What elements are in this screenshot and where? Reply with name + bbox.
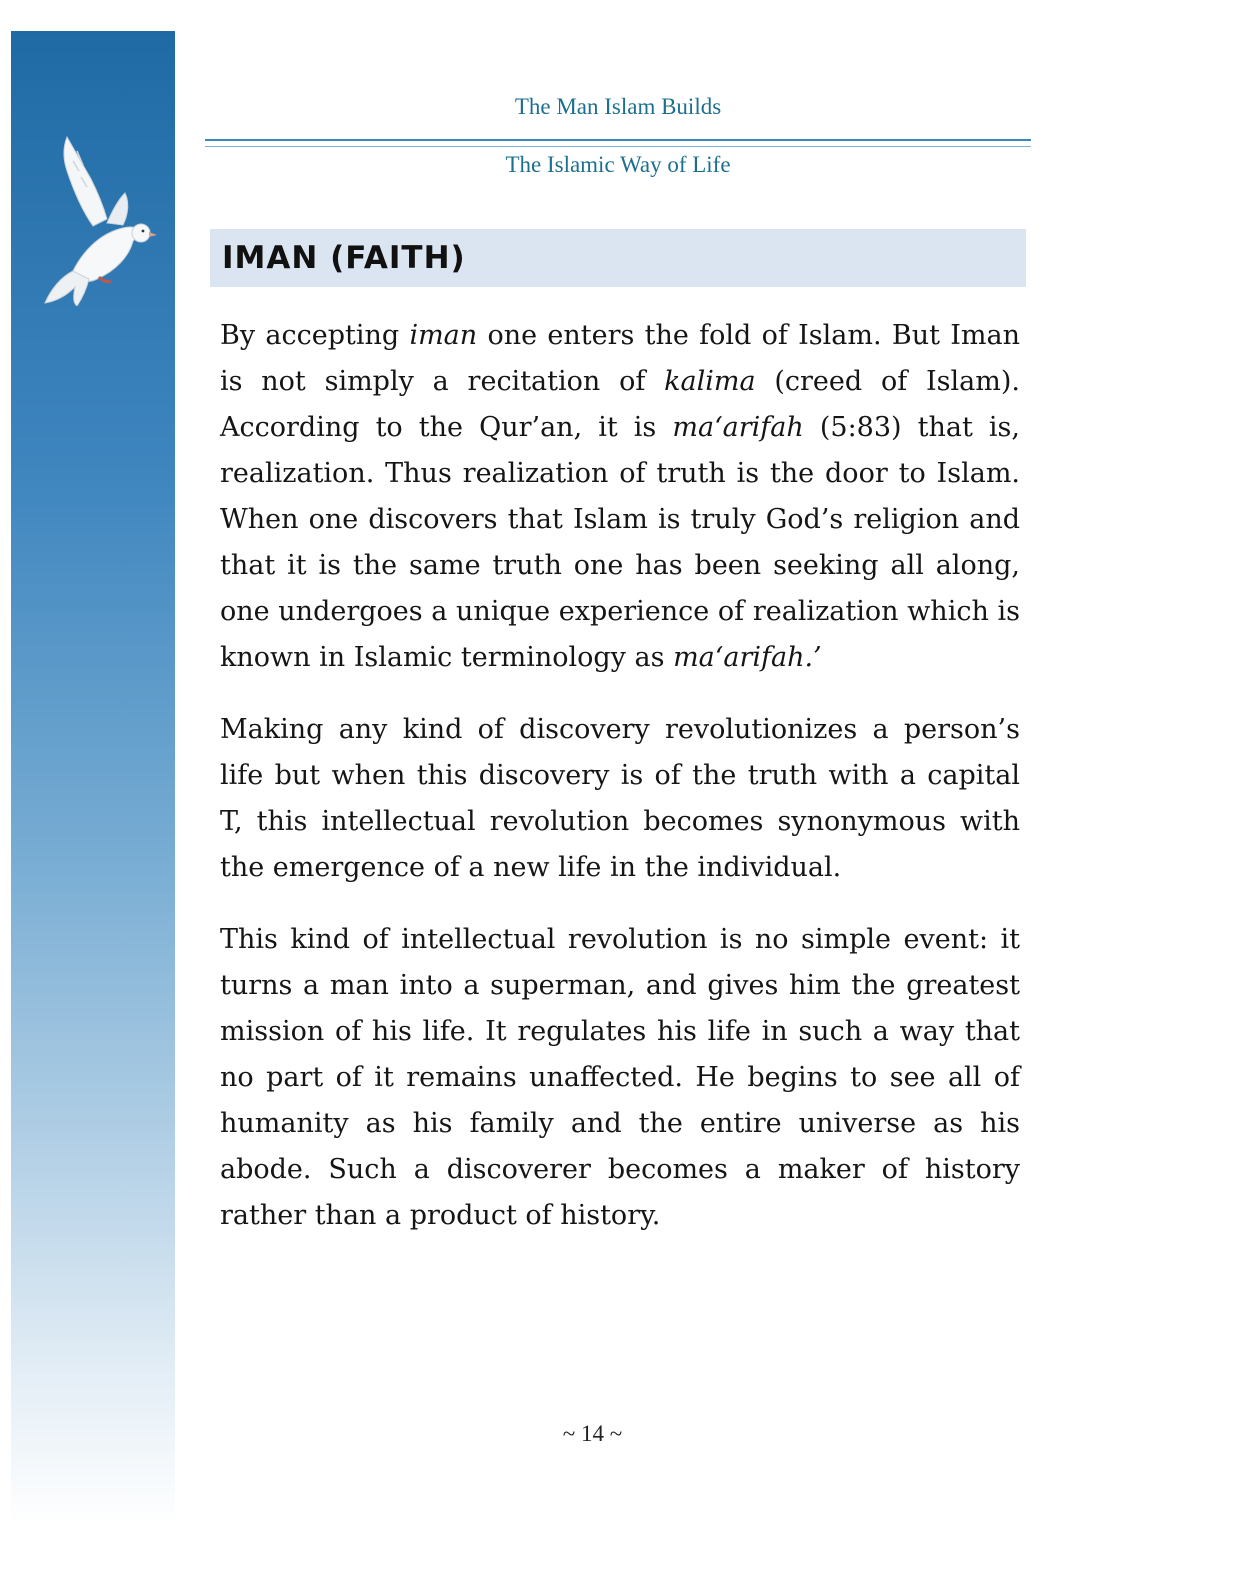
p1-term-maarifah-end: ma‘arifah.’ [673, 642, 822, 673]
p1-text-c: one enters the fold of Islam. But Iman is not simply a recitation of [220, 320, 1020, 397]
paragraph-2: Making any kind of discovery revolutionizes a person’s life but when this discovery is of the truth with a capital T, this intellectual revolution becomes synonymous with the emergence of a new life in the individual. [220, 714, 1020, 883]
header-rule-thick [205, 139, 1031, 141]
p1-text-a: By accepting [220, 320, 410, 351]
body-text [220, 313, 1020, 1265]
p1-term-kalima: kalima [664, 366, 756, 397]
header-rule-thin [205, 146, 1031, 147]
p1-text-g: (5:83) that is, realization. Thus realization of truth is the door to Islam. When one discovers that Islam is truly God’s religion and that it is the same truth one has been seeking all along, one undergoes a unique experience of realization which is known in Islamic terminology as [220, 412, 1020, 673]
p1-term-iman: iman [409, 320, 478, 351]
dove-icon [33, 131, 158, 306]
running-header-chapter-title: The Islamic Way of Life [505, 152, 731, 177]
section-heading: IMAN (FAITH) [222, 240, 466, 276]
page-number: ~ 14 ~ [562, 1421, 623, 1446]
p1-text-e: (creed of Islam). According to the Qur’an, it is [220, 366, 1020, 443]
paragraph-1 [220, 313, 1020, 681]
section-heading-band [210, 229, 1026, 287]
paragraph-3: This kind of intellectual revolution is no simple event: it turns a man into a superman, and gives him the greatest mission of his life. It regulates his life in such a way that no part of it remains unaffected. He begins to see all of humanity as his family and the entire universe as his abode. Such a discoverer becomes a maker of history rather than a product of history. [220, 924, 1020, 1231]
running-header-book-title: The Man Islam Builds [514, 94, 722, 119]
side-gradient-bar [11, 31, 175, 1526]
p1-term-maarifah: ma‘arifah [672, 412, 804, 443]
